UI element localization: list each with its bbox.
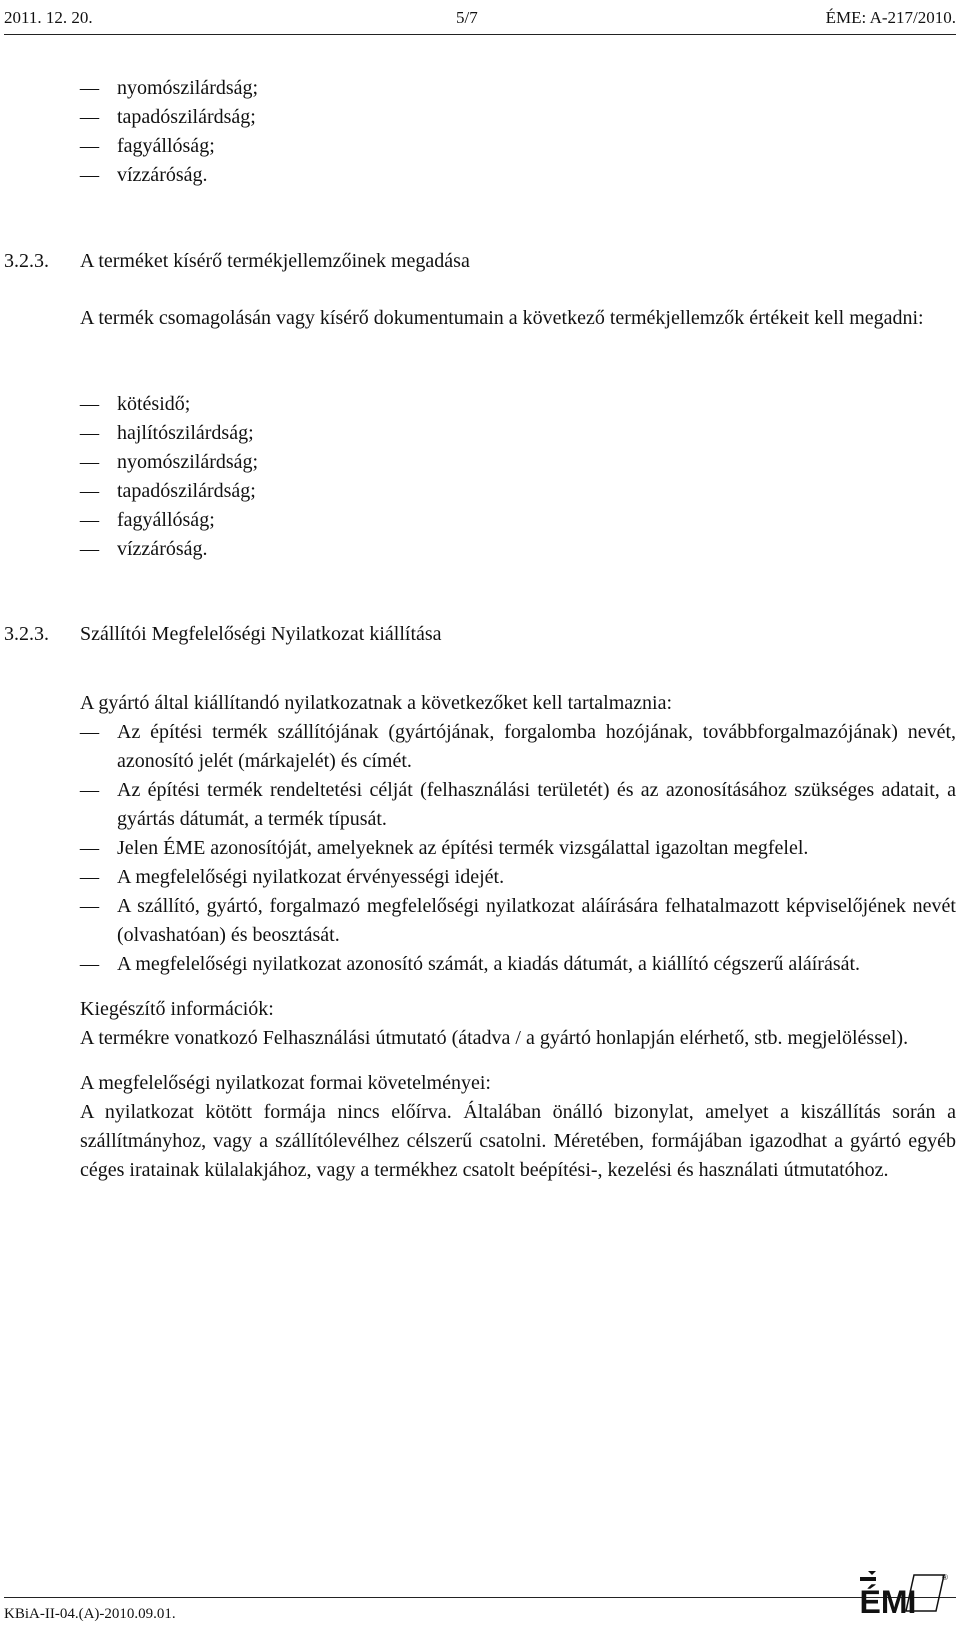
- header-page-number: 5/7: [456, 8, 478, 27]
- section-2-body: [80, 689, 956, 1185]
- formal-requirements-text: A nyilatkozat kötött formája nincs előírva. Általában önálló bizonylat, amelyet a kiszállítás során a szállítmányhoz, vagy a szállítólevélhez célszerű csatolni. Méretében, formájában igazodhat a gyártó egyéb céges iratainak külalakjához, vagy a termékhez csatolt beépítési-, kezelési és használati útmutatóhoz.: [80, 1101, 956, 1181]
- list-item: – nyomószilárdság;: [80, 74, 956, 103]
- list-item: – tapadószilárdság;: [80, 477, 956, 506]
- footer-document-code: KBiA-II-04.(A)-2010.09.01.: [4, 1606, 176, 1622]
- emi-logo: [854, 1571, 950, 1617]
- list-item: – A szállító, gyártó, forgalmazó megfelelőségi nyilatkozat aláírására felhatalmazott képviselőjének nevét (olvashatóan) és beosztását.: [80, 892, 956, 950]
- list-item: – Az építési termék szállítójának (gyártójának, forgalomba hozójának, továbbforgalmazójának) nevét, azonosító jelét (márkajelét) és címét.: [80, 718, 956, 776]
- footer-rule: [4, 1597, 956, 1598]
- list-item: – Jelen ÉME azonosítóját, amelyeknek az építési termék vizsgálattal igazoltan megfelel.: [80, 834, 956, 863]
- declaration-contents-list: [80, 718, 956, 979]
- section-intro: A gyártó által kiállítandó nyilatkozatnak a következőket kell tartalmaznia:: [80, 692, 673, 714]
- section-intro: A termék csomagolásán vagy kísérő dokumentumain a következő termékjellemzők értékeit kell megadni:: [80, 307, 924, 329]
- characteristics-list: [80, 390, 956, 564]
- list-item: – kötésidő;: [80, 390, 956, 419]
- header-document-id: ÉME: A-217/2010.: [825, 8, 956, 27]
- section-number: 3.2.3.: [4, 623, 49, 645]
- supplement-text: A termékre vonatkozó Felhasználási útmutató (átadva / a gyártó honlapján elérhető, stb. megjelöléssel).: [80, 1027, 909, 1049]
- registered-mark: ®: [942, 1573, 948, 1582]
- header-rule: [4, 34, 956, 35]
- list-item: – vízzáróság.: [80, 161, 956, 190]
- section-number: 3.2.3.: [4, 250, 49, 272]
- supplement-heading: Kiegészítő információk:: [80, 998, 274, 1020]
- logo-text: ÉMI: [859, 1584, 917, 1617]
- list-item: – Az építési termék rendeltetési célját (felhasználási területét) és az azonosításához szükséges adatait, a gyártás dátumát, a termék típusát.: [80, 776, 956, 834]
- header-date: 2011. 12. 20.: [4, 8, 93, 27]
- list-item: – hajlítószilárdság;: [80, 419, 956, 448]
- page-header: [4, 3, 956, 33]
- continued-list-block: [80, 74, 956, 190]
- list-item: – A megfelelőségi nyilatkozat érvényességi idejét.: [80, 863, 956, 892]
- section-1-body: [80, 304, 956, 333]
- formal-requirements-heading: A megfelelőségi nyilatkozat formai követelményei:: [80, 1072, 491, 1094]
- section-1-list-block: [80, 390, 956, 564]
- list-item: – A megfelelőségi nyilatkozat azonosító számát, a kiadás dátumát, a kiállító cégszerű aláírását.: [80, 950, 956, 979]
- continued-list: [80, 74, 956, 190]
- section-title: Szállítói Megfelelőségi Nyilatkozat kiállítása: [80, 623, 442, 645]
- list-item: – fagyállóság;: [80, 506, 956, 535]
- list-item: – vízzáróság.: [80, 535, 956, 564]
- list-item: – tapadószilárdság;: [80, 103, 956, 132]
- list-item: – fagyállóság;: [80, 132, 956, 161]
- list-item: – nyomószilárdság;: [80, 448, 956, 477]
- section-heading-product-characteristics: [4, 247, 470, 276]
- section-heading-declaration: [4, 620, 442, 649]
- section-title: A terméket kísérő termékjellemzőinek megadása: [80, 250, 470, 272]
